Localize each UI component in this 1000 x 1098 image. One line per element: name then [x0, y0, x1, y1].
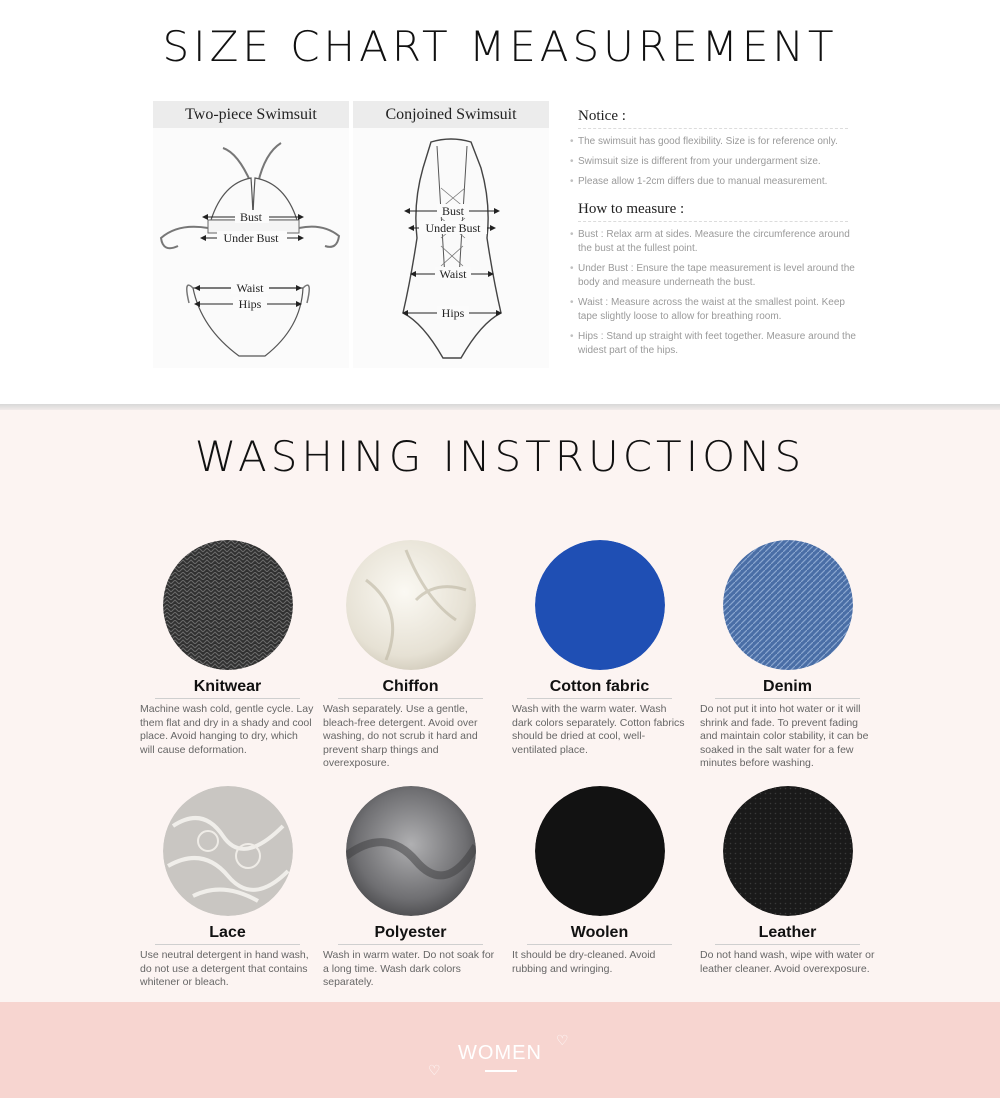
fabric-name: Leather	[715, 924, 860, 945]
notice-heading: Notice :	[578, 108, 848, 129]
brand-wordmark: WOMEN	[458, 1042, 542, 1064]
conjoined-panel	[353, 101, 549, 368]
woolen-swatch-icon	[535, 786, 665, 916]
fabric-name: Knitwear	[155, 678, 300, 699]
measurement-notes	[570, 108, 860, 364]
polyester-swatch-icon	[346, 786, 476, 916]
fabric-card-polyester	[323, 786, 498, 990]
fabric-desc: Wash separately. Use a gentle, bleach-free detergent. Avoid over washing, do not scrub it hard and prevent sharp things and overexposure.	[323, 703, 478, 769]
brand-underline	[485, 1070, 517, 1072]
leather-swatch-icon	[723, 786, 853, 916]
measure-item: • Hips : Stand up straight with feet together. Measure around the widest part of the hips.	[570, 331, 856, 356]
notice-list	[570, 135, 860, 189]
fabric-name: Polyester	[338, 924, 483, 945]
heart-icon: ♡	[428, 1062, 441, 1078]
denim-swatch-icon	[723, 540, 853, 670]
fabric-card-woolen	[512, 786, 687, 976]
two-piece-panel	[153, 101, 349, 368]
one-piece-diagram	[353, 128, 549, 368]
fabric-name: Denim	[715, 678, 860, 699]
fabric-desc: Machine wash cold, gentle cycle. Lay them flat and dry in a shady and cool place. Avoid hanging to dry, which will cause deformation.	[140, 703, 314, 756]
cotton-swatch-icon	[535, 540, 665, 670]
fabric-name: Cotton fabric	[527, 678, 672, 699]
fabric-card-knitwear	[140, 540, 315, 757]
fabric-card-denim	[700, 540, 875, 771]
measure-item: • Waist : Measure across the waist at the smallest point. Keep tape slightly loose to allow for breathing room.	[570, 297, 845, 322]
washing-section	[0, 410, 1000, 1002]
two-piece-heading: Two-piece Swimsuit	[153, 101, 349, 128]
bikini-diagram	[153, 128, 349, 368]
bikini-under-bust-label: Under Bust	[223, 231, 279, 245]
bikini-hips-label: Hips	[238, 297, 262, 311]
notice-item: • The swimsuit has good flexibility. Size is for reference only.	[570, 136, 838, 147]
fabric-desc: Do not hand wash, wipe with water or leather cleaner. Avoid overexposure.	[700, 949, 875, 975]
how-to-measure-list	[570, 228, 860, 358]
lace-swatch-icon	[163, 786, 293, 916]
notice-item: • Swimsuit size is different from your undergarment size.	[570, 156, 821, 167]
onepiece-hips-label: Hips	[441, 306, 465, 320]
fabric-desc: Do not put it into hot water or it will shrink and fade. To prevent fading and maintain color stability, it can be soaked in the salt water for a few minutes before washing.	[700, 703, 869, 769]
fabric-desc: It should be dry-cleaned. Avoid rubbing and wringing.	[512, 949, 656, 975]
heart-icon: ♡	[556, 1032, 569, 1048]
fabric-desc: Use neutral detergent in hand wash, do not use a detergent that contains whitener or bleach.	[140, 949, 309, 988]
fabric-name: Chiffon	[338, 678, 483, 699]
brand-footer	[0, 1002, 1000, 1098]
fabric-card-lace	[140, 786, 315, 990]
fabric-name: Lace	[155, 924, 300, 945]
fabric-card-leather	[700, 786, 875, 976]
size-chart-section	[0, 0, 1000, 405]
how-to-measure-heading: How to measure :	[578, 201, 848, 222]
chiffon-swatch-icon	[346, 540, 476, 670]
fabric-card-cotton	[512, 540, 687, 757]
onepiece-under-bust-label: Under Bust	[425, 221, 481, 235]
fabric-card-chiffon	[323, 540, 498, 771]
conjoined-heading: Conjoined Swimsuit	[353, 101, 549, 128]
measure-item: • Bust : Relax arm at sides. Measure the circumference around the bust at the fullest point.	[570, 229, 850, 254]
onepiece-bust-label: Bust	[441, 204, 465, 218]
bikini-bust-label: Bust	[239, 210, 263, 224]
onepiece-waist-label: Waist	[439, 267, 467, 281]
measure-item: • Under Bust : Ensure the tape measurement is level around the body and measure underneath the bust.	[570, 263, 855, 288]
fabric-desc: Wash in warm water. Do not soak for a long time. Wash dark colors separately.	[323, 949, 495, 988]
bikini-waist-label: Waist	[236, 281, 264, 295]
size-chart-title: SIZE CHART MEASUREMENT	[162, 22, 838, 71]
washing-title: WASHING INSTRUCTIONS	[194, 432, 806, 481]
fabric-name: Woolen	[527, 924, 672, 945]
knitwear-swatch-icon	[163, 540, 293, 670]
notice-item: • Please allow 1-2cm differs due to manual measurement.	[570, 176, 828, 187]
fabric-desc: Wash with the warm water. Wash dark colors separately. Cotton fabrics should be dried at cool, well-ventilated place.	[512, 703, 685, 756]
